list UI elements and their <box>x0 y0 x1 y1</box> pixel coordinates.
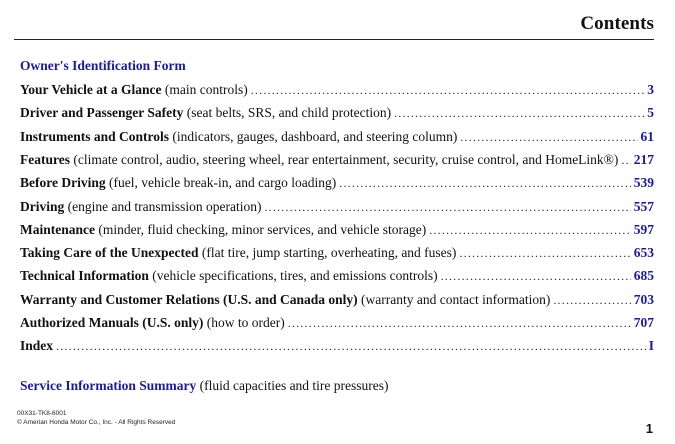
toc-entry-label <box>20 152 618 168</box>
toc-entry-label <box>20 338 53 354</box>
dot-leader <box>441 269 631 284</box>
toc-entry-title: Authorized Manuals (U.S. only) <box>20 315 204 330</box>
toc-entry-title: Your Vehicle at a Glance <box>20 82 162 97</box>
toc-entry-title: Driver and Passenger Safety <box>20 105 184 121</box>
toc-entry-title: Index <box>20 338 54 354</box>
dot-leader <box>339 176 630 191</box>
toc-entry[interactable] <box>20 338 654 356</box>
toc-entry-label <box>20 82 248 98</box>
toc-entry[interactable] <box>20 175 654 193</box>
toc-entry-title: Maintenance <box>20 221 95 237</box>
dot-leader <box>460 130 637 145</box>
toc-page-number-link[interactable]: I <box>648 338 654 354</box>
dot-leader <box>394 106 644 121</box>
dot-leader <box>56 339 646 354</box>
toc-entry-description: (warranty and contact information) <box>357 291 551 307</box>
toc-entry-label <box>20 292 550 308</box>
toc-entry[interactable] <box>20 199 654 217</box>
owner-identification-form-link[interactable]: Owner's Identification Form <box>20 58 186 73</box>
toc-entry-title: Features <box>20 151 70 167</box>
toc-entry-description: (indicators, gauges, dashboard, and steering column) <box>169 128 458 144</box>
dot-leader <box>621 153 630 168</box>
service-summary-description: (fluid capacities and tire pressures) <box>196 378 389 393</box>
dot-leader <box>288 316 631 331</box>
toc-page-number-link[interactable]: 3 <box>647 82 654 97</box>
toc-entry-label <box>20 199 261 215</box>
toc-entry-title: Warranty and Customer Relations (U.S. and Canada only) <box>20 291 358 307</box>
toc-entry-label <box>20 105 391 121</box>
header-divider <box>14 39 654 40</box>
toc-entry-description: (minder, fluid checking, minor services, and vehicle storage) <box>95 221 427 237</box>
toc-page-number-link[interactable]: 703 <box>633 291 654 307</box>
toc-entry-description: (seat belts, SRS, and child protection) <box>183 105 392 121</box>
toc-entry[interactable] <box>20 82 654 100</box>
toc-entry[interactable] <box>20 292 654 310</box>
toc-entry-title: Technical Information <box>20 268 149 284</box>
dot-leader <box>459 246 630 261</box>
toc-page-number-link[interactable]: 685 <box>633 268 654 284</box>
toc-entry-title: Instruments and Controls <box>20 128 170 144</box>
toc-entry-title: Before Driving <box>20 175 106 191</box>
document-code: 00X31-TK8-6001 <box>17 410 67 417</box>
dot-leader <box>553 293 630 308</box>
toc-entry[interactable] <box>20 105 654 123</box>
toc-page-number-link[interactable]: 597 <box>633 221 654 237</box>
toc-page-number-link[interactable]: 557 <box>633 198 654 214</box>
dot-leader <box>264 200 630 215</box>
toc-page-number-link[interactable]: 5 <box>647 105 654 121</box>
toc-entry-description: (climate control, audio, steering wheel, rear entertainment, security, cruise control, and HomeLink®) <box>70 151 619 167</box>
toc-entry-description: (vehicle specifications, tires, and emissions controls) <box>148 268 438 284</box>
toc-entry-description: (fuel, vehicle break-in, and cargo loading) <box>105 175 337 191</box>
toc-entry-description: (how to order) <box>203 315 285 330</box>
toc-page-number-link[interactable]: 707 <box>633 315 654 330</box>
toc-entry[interactable] <box>20 152 654 170</box>
toc-page-number-link[interactable]: 217 <box>633 151 654 167</box>
toc-entry[interactable] <box>20 315 654 333</box>
toc-entry-title: Taking Care of the Unexpected <box>20 245 199 261</box>
page-number: 1 <box>645 421 653 436</box>
toc-entry-description: (main controls) <box>161 82 248 97</box>
toc-entry[interactable] <box>20 268 654 286</box>
service-summary-label[interactable]: Service Information Summary <box>20 378 197 393</box>
dot-leader <box>251 83 645 98</box>
service-information-summary-link[interactable] <box>20 378 389 394</box>
toc-entry[interactable] <box>20 129 654 147</box>
toc-entry-label <box>20 175 336 191</box>
toc-entry-description: (engine and transmission operation) <box>64 198 262 214</box>
toc-entry-label <box>20 315 285 331</box>
copyright-notice: © Amerian Honda Motor Co., Inc. - All Rights Reserved <box>17 419 176 426</box>
toc-entry[interactable] <box>20 245 654 263</box>
toc-entry-label <box>20 222 426 238</box>
toc-page-number-link[interactable]: 653 <box>633 245 654 261</box>
page-title: Contents <box>580 13 654 34</box>
toc-page-number-link[interactable]: 61 <box>640 128 654 144</box>
toc-entry-label <box>20 129 457 145</box>
toc-entry-title: Driving <box>20 198 65 214</box>
dot-leader <box>429 223 631 238</box>
toc-entry-description: (flat tire, jump starting, overheating, and fuses) <box>198 245 457 261</box>
toc-entry[interactable] <box>20 222 654 240</box>
toc-entry-label <box>20 245 456 261</box>
toc-entry-label <box>20 268 438 284</box>
toc-page-number-link[interactable]: 539 <box>633 175 654 191</box>
